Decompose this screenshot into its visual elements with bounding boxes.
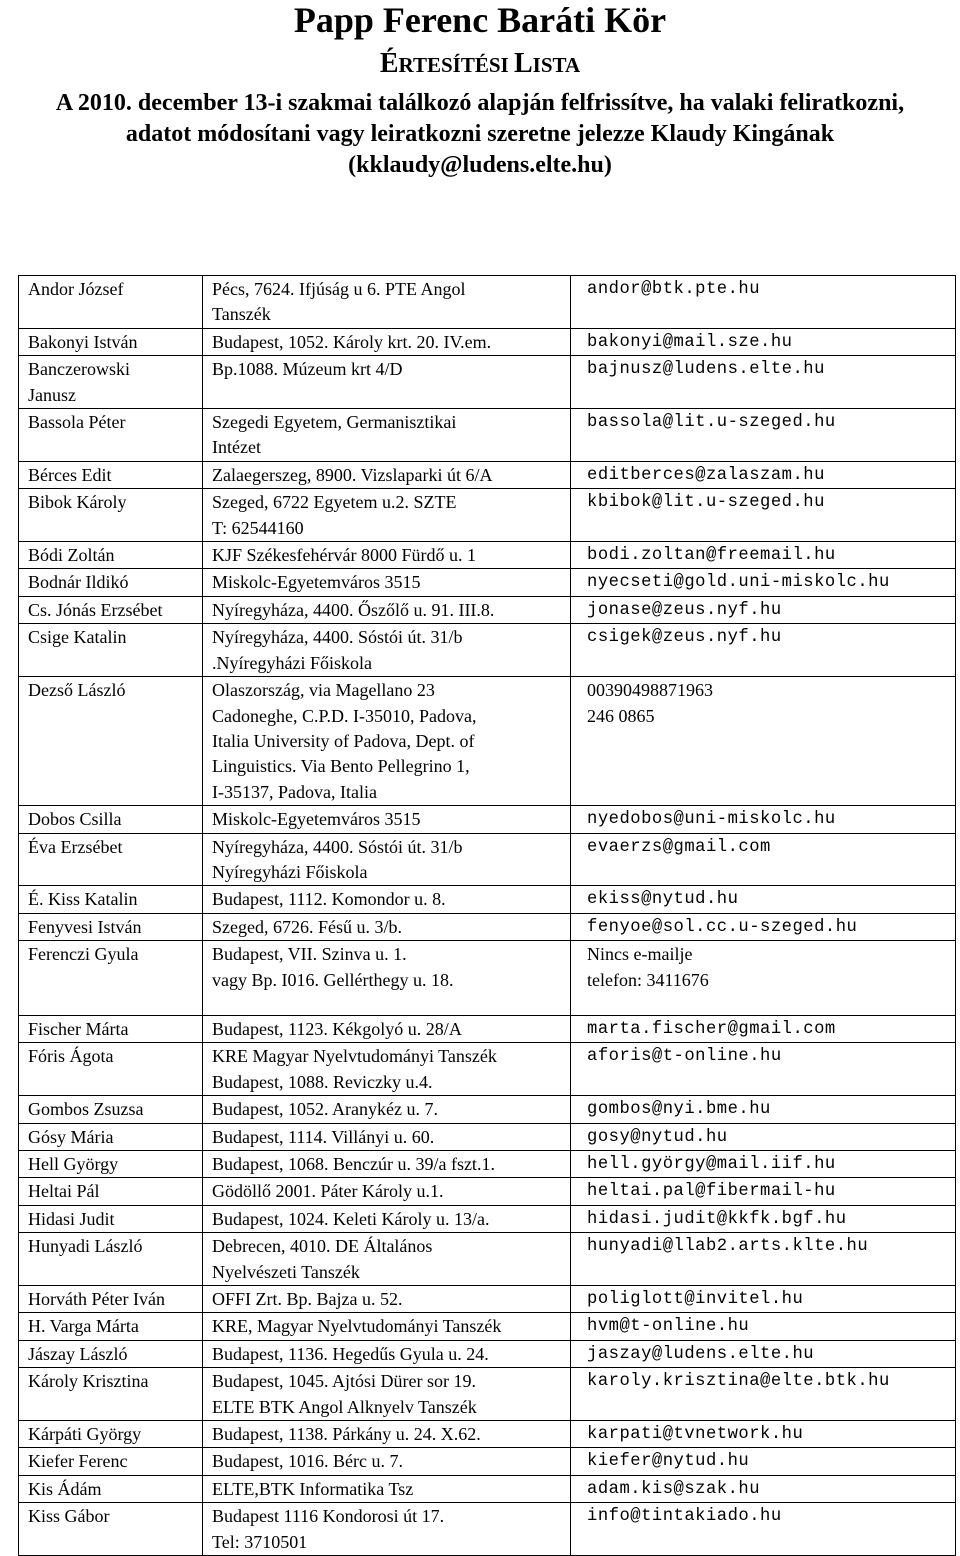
table-row <box>19 1015 956 1042</box>
member-name-cell: Bódi Zoltán <box>19 542 203 569</box>
member-contact-cell[interactable]: kbibok@lit.u-szeged.hu <box>571 489 956 542</box>
member-contact-cell[interactable]: gombos@nyi.bme.hu <box>571 1096 956 1123</box>
subtitle-rest-2: ISTA <box>532 53 581 77</box>
member-address-cell: Budapest, 1024. Keleti Károly u. 13/a. <box>203 1205 571 1232</box>
member-contact-cell[interactable]: nyecseti@gold.uni-miskolc.hu <box>571 569 956 596</box>
subtitle-initial-e: É <box>379 48 399 79</box>
member-name-cell: Hunyadi László <box>19 1233 203 1286</box>
member-contact-cell[interactable]: nyedobos@uni-miskolc.hu <box>571 806 956 833</box>
member-name-cell: Ferenczi Gyula <box>19 941 203 1016</box>
member-address-cell: ELTE,BTK Informatika Tsz <box>203 1475 571 1502</box>
table-row <box>19 1043 956 1096</box>
member-name-cell: Kiss Gábor <box>19 1503 203 1556</box>
member-name-cell: Kis Ádám <box>19 1475 203 1502</box>
member-contact-cell[interactable]: adam.kis@szak.hu <box>571 1475 956 1502</box>
member-contact-cell[interactable]: evaerzs@gmail.com <box>571 833 956 886</box>
member-contact-cell[interactable]: editberces@zalaszam.hu <box>571 461 956 488</box>
table-row <box>19 1340 956 1367</box>
table-row <box>19 461 956 488</box>
member-address-cell: Budapest, 1052. Károly krt. 20. IV.em. <box>203 328 571 355</box>
member-contact-cell[interactable]: poliglott@invitel.hu <box>571 1286 956 1313</box>
member-address-cell: Budapest, 1138. Párkány u. 24. X.62. <box>203 1421 571 1448</box>
table-row <box>19 806 956 833</box>
table-row <box>19 276 956 329</box>
member-contact-cell[interactable]: kiefer@nytud.hu <box>571 1448 956 1475</box>
note-line-1: A 2010. december 13-i szakmai találkozó alapján felfrissítve, ha valaki feliratkozni, <box>55 90 905 116</box>
member-address-cell: Budapest, 1068. Benczúr u. 39/a fszt.1. <box>203 1151 571 1178</box>
member-contact-cell[interactable]: karpati@tvnetwork.hu <box>571 1421 956 1448</box>
member-address-cell: KRE Magyar Nyelvtudományi Tanszék Budapest, 1088. Reviczky u.4. <box>203 1043 571 1096</box>
member-name-cell: Dezső László <box>19 677 203 806</box>
member-contact-cell[interactable]: hell.györgy@mail.iif.hu <box>571 1151 956 1178</box>
member-address-cell: Budapest 1116 Kondorosi út 17. Tel: 3710501 <box>203 1503 571 1556</box>
member-name-cell: Andor József <box>19 276 203 329</box>
member-name-cell: Csige Katalin <box>19 624 203 677</box>
member-contact-cell[interactable]: hvm@t-online.hu <box>571 1313 956 1340</box>
member-address-cell: Zalaegerszeg, 8900. Vizslaparki út 6/A <box>203 461 571 488</box>
member-contact-cell: 00390498871963 246 0865 <box>571 677 956 806</box>
subscription-note <box>0 88 960 181</box>
table-row <box>19 356 956 409</box>
member-address-cell: Budapest, 1114. Villányi u. 60. <box>203 1123 571 1150</box>
table-row <box>19 569 956 596</box>
member-contact-cell[interactable]: karoly.krisztina@elte.btk.hu <box>571 1368 956 1421</box>
member-contact-cell[interactable]: heltai.pal@fibermail-hu <box>571 1178 956 1205</box>
member-name-cell: Gósy Mária <box>19 1123 203 1150</box>
subtitle-rest-1: RTESÍTÉSI <box>398 53 514 77</box>
member-contact-cell[interactable]: jonase@zeus.nyf.hu <box>571 596 956 623</box>
member-name-cell: Horváth Péter Iván <box>19 1286 203 1313</box>
member-contact-cell[interactable]: gosy@nytud.hu <box>571 1123 956 1150</box>
member-name-cell: Bodnár Ildikó <box>19 569 203 596</box>
member-contact-cell[interactable]: ekiss@nytud.hu <box>571 886 956 913</box>
member-address-cell: KRE, Magyar Nyelvtudományi Tanszék <box>203 1313 571 1340</box>
table-row <box>19 596 956 623</box>
member-contact-cell[interactable]: bodi.zoltan@freemail.hu <box>571 542 956 569</box>
member-contact-cell[interactable]: andor@btk.pte.hu <box>571 276 956 329</box>
member-address-cell: Debrecen, 4010. DE Általános Nyelvészeti Tanszék <box>203 1233 571 1286</box>
member-address-cell: Pécs, 7624. Ifjúság u 6. PTE Angol Tanszék <box>203 276 571 329</box>
table-row <box>19 1096 956 1123</box>
member-address-cell: Nyíregyháza, 4400. Sóstói út. 31/b Nyíregyházi Főiskola <box>203 833 571 886</box>
member-address-cell: Budapest, 1052. Aranykéz u. 7. <box>203 1096 571 1123</box>
member-name-cell: Dobos Csilla <box>19 806 203 833</box>
member-name-cell: Fenyvesi István <box>19 913 203 940</box>
table-row <box>19 677 956 806</box>
member-contact-cell[interactable]: bassola@lit.u-szeged.hu <box>571 409 956 462</box>
member-name-cell: H. Varga Márta <box>19 1313 203 1340</box>
member-address-cell: Olaszország, via Magellano 23 Cadoneghe, C.P.D. I-35010, Padova, Italia University of Padova, Dept. of Linguistics. Via Bento Pellegrino 1, I-35137, Padova, Italia <box>203 677 571 806</box>
member-contact-cell[interactable]: hunyadi@llab2.arts.klte.hu <box>571 1233 956 1286</box>
member-address-cell: Budapest, 1016. Bérc u. 7. <box>203 1448 571 1475</box>
table-row <box>19 542 956 569</box>
member-name-cell: Cs. Jónás Erzsébet <box>19 596 203 623</box>
member-contact-cell[interactable]: bajnusz@ludens.elte.hu <box>571 356 956 409</box>
member-name-cell: Hidasi Judit <box>19 1205 203 1232</box>
member-address-cell: OFFI Zrt. Bp. Bajza u. 52. <box>203 1286 571 1313</box>
member-address-cell: Szegedi Egyetem, Germanisztikai Intézet <box>203 409 571 462</box>
table-row <box>19 409 956 462</box>
member-address-cell: KJF Székesfehérvár 8000 Fürdő u. 1 <box>203 542 571 569</box>
note-line-3: (kklaudy@ludens.elte.hu) <box>348 152 612 178</box>
member-name-cell: Éva Erzsébet <box>19 833 203 886</box>
member-address-cell: Budapest, 1045. Ajtósi Dürer sor 19. ELTE BTK Angol Alknyelv Tanszék <box>203 1368 571 1421</box>
member-address-cell: Miskolc-Egyetemváros 3515 <box>203 806 571 833</box>
table-row <box>19 1368 956 1421</box>
member-name-cell: Jászay László <box>19 1340 203 1367</box>
table-row <box>19 833 956 886</box>
member-contact-cell[interactable]: fenyoe@sol.cc.u-szeged.hu <box>571 913 956 940</box>
member-address-cell: Budapest, 1136. Hegedűs Gyula u. 24. <box>203 1340 571 1367</box>
member-name-cell: Kiefer Ferenc <box>19 1448 203 1475</box>
member-name-cell: Károly Krisztina <box>19 1368 203 1421</box>
table-row <box>19 1123 956 1150</box>
document-title: Papp Ferenc Baráti Kör <box>293 0 667 40</box>
member-contact-cell[interactable]: marta.fischer@gmail.com <box>571 1015 956 1042</box>
member-address-cell: Szeged, 6722 Egyetem u.2. SZTE T: 62544160 <box>203 489 571 542</box>
table-row <box>19 1233 956 1286</box>
member-address-cell: Budapest, 1123. Kékgolyó u. 28/A <box>203 1015 571 1042</box>
subtitle-initial-l: L <box>513 48 533 79</box>
member-contact-cell[interactable]: jaszay@ludens.elte.hu <box>571 1340 956 1367</box>
table-row <box>19 886 956 913</box>
member-address-cell: Bp.1088. Múzeum krt 4/D <box>203 356 571 409</box>
member-contact-cell[interactable]: csigek@zeus.nyf.hu <box>571 624 956 677</box>
member-address-cell: Nyíregyháza, 4400. Őszőlő u. 91. III.8. <box>203 596 571 623</box>
member-contact-cell[interactable]: info@tintakiado.hu <box>571 1503 956 1556</box>
member-name-cell: Fóris Ágota <box>19 1043 203 1096</box>
member-name-cell: Bassola Péter <box>19 409 203 462</box>
table-row <box>19 1205 956 1232</box>
table-row <box>19 1313 956 1340</box>
table-row <box>19 489 956 542</box>
member-address-cell: Szeged, 6726. Fésű u. 3/b. <box>203 913 571 940</box>
member-name-cell: Bibok Károly <box>19 489 203 542</box>
member-contact-cell[interactable]: bakonyi@mail.sze.hu <box>571 328 956 355</box>
member-address-cell: Nyíregyháza, 4400. Sóstói út. 31/b .Nyíregyházi Főiskola <box>203 624 571 677</box>
member-name-cell: Gombos Zsuzsa <box>19 1096 203 1123</box>
member-address-cell: Miskolc-Egyetemváros 3515 <box>203 569 571 596</box>
note-line-2: adatot módosítani vagy leiratkozni szeretne jelezze Klaudy Kingának <box>125 121 835 147</box>
member-contact-cell[interactable]: hidasi.judit@kkfk.bgf.hu <box>571 1205 956 1232</box>
member-address-cell: Budapest, VII. Szinva u. 1. vagy Bp. I016. Gellérthegy u. 18. <box>203 941 571 1016</box>
member-name-cell: Hell György <box>19 1151 203 1178</box>
member-name-cell: Banczerowski Janusz <box>19 356 203 409</box>
table-row <box>19 1286 956 1313</box>
table-row <box>19 1421 956 1448</box>
member-name-cell: Fischer Márta <box>19 1015 203 1042</box>
member-name-cell: Bérces Edit <box>19 461 203 488</box>
member-table <box>18 275 956 1556</box>
member-name-cell: Kárpáti György <box>19 1421 203 1448</box>
table-row <box>19 624 956 677</box>
table-row <box>19 941 956 1016</box>
table-row <box>19 328 956 355</box>
member-contact-cell[interactable]: aforis@t-online.hu <box>571 1043 956 1096</box>
member-name-cell: É. Kiss Katalin <box>19 886 203 913</box>
member-address-cell: Budapest, 1112. Komondor u. 8. <box>203 886 571 913</box>
table-row <box>19 1475 956 1502</box>
member-name-cell: Heltai Pál <box>19 1178 203 1205</box>
document-subtitle <box>0 49 960 80</box>
member-table-body <box>19 276 956 1556</box>
table-row <box>19 1178 956 1205</box>
table-row <box>19 1503 956 1556</box>
table-row <box>19 1151 956 1178</box>
table-row <box>19 913 956 940</box>
member-address-cell: Gödöllő 2001. Páter Károly u.1. <box>203 1178 571 1205</box>
member-contact-cell: Nincs e-mailje telefon: 3411676 <box>571 941 956 1016</box>
member-name-cell: Bakonyi István <box>19 328 203 355</box>
table-row <box>19 1448 956 1475</box>
